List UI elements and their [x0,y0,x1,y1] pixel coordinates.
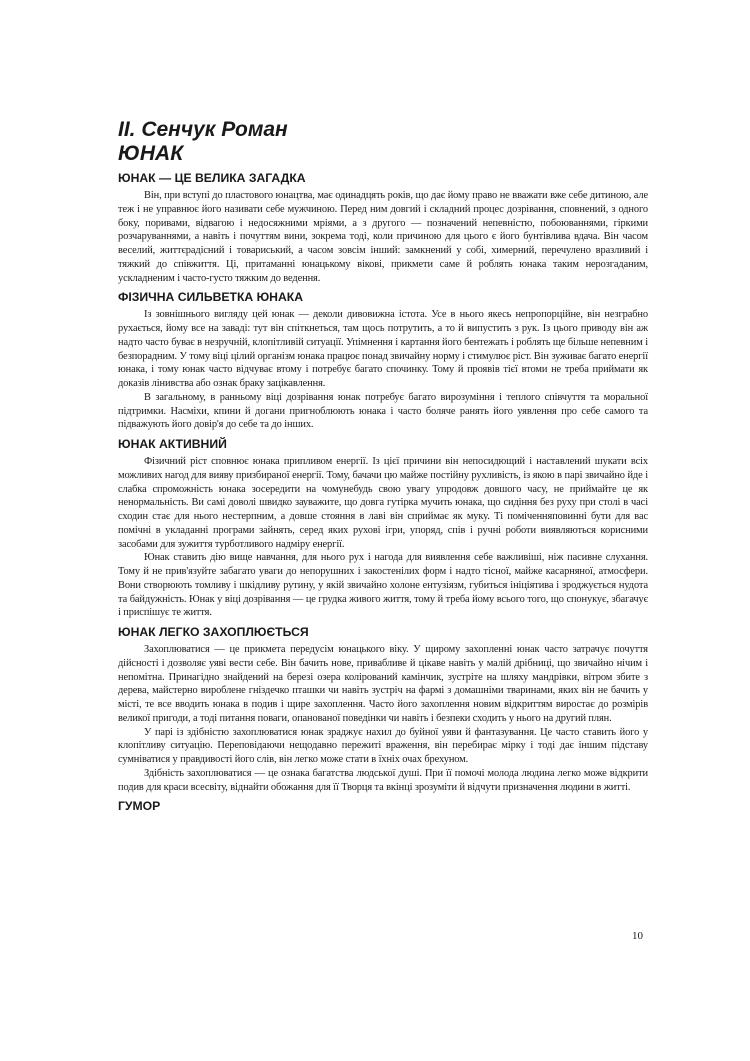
paragraph: Захоплюватися — це прикмета передусім юнацького віку. У щирому захопленні юнак часто затрачує почуття дійсності і дозволяє уяві вести себе. Він бачить нове, привабливе й цікаве навіть у малій дрібниці, що звичайно нічим і непомітна. Принагідно знайдений на березі озера колірований камінчик, зустріте на шляху мандрівки, вітром збите з дерева, майстерно вироблене гніздечко пташки чи навіть зустріч на фармі з домашніми тваринами, яких він не бачить у місті, те все вводить юнака в подив і щире захоплення. Часто його захоплення новим відкриттям виростає до розмірів великої пригоди, а тоді питання поваги, опанованої поведінки чи навіть і безпеки сходить у нього на другий плян. [118,644,648,724]
paragraph: У парі із здібністю захоплюватися юнак зраджує нахил до буйної уяви й фантазування. Це часто ставить його у клопітливу ситуацію. Переповідаючи нещодавно пережиті враження, він перебирає мірку і тоді дає іншим підставу сумніватися у правдивості його слів, він легко може стати в їхніх очах брехуном. [118,726,648,765]
section-heading: ФІЗИЧНА СИЛЬВЕТКА ЮНАКА [118,290,304,305]
document-page [118,118,648,817]
section-heading: ГУМОР [118,799,161,814]
section-heading: ЮНАК ЛЕГКО ЗАХОПЛЮЄТЬСЯ [118,625,309,639]
paragraph: Із зовнішнього вигляду цей юнак — деколи дивовижна істота. Усе в нього якесь непропорційне, він незграбно рухається, йому все на заваді: тут він спіткнеться, там щось потрутить, а то й випустить з рук. Із цього приводу він аж надто часто буває в незручній, клопітливій ситуації. Упімнення і картання його бентежать і роблять ще більше непевним і безпорадним. У тому віці цілий організм юнака працює понад звичайну норму і стимулює ріст. Він зуживає багато енергії юнака, і тому юнак часто відчуває втому і потребує багато спочинку. Тому й проявів тієї втоми не треба приймати як доказів лінивства або ознак браку зацікавлення. [118,309,648,389]
paragraph: Він, при вступі до пластового юнацтва, має одинадцять років, що дає йому право не вважати вже себе дитиною, але теж і не управнює його називати себе мужчиною. Перед ним довгий і складний процес дозрівання, сповнений, з одного боку, поривами, відвагою і недосяжними мріями, а з другого — позначений непевністю, побоюваннями, гіркими розчаруваннями, а навіть і почуттям вини, зокрема тоді, коли причиною для цього є його бунтівлива вдача. Він часом веселий, життєрадісний і товариський, а часом зовсім інший: замкнений у собі, химерний, перечулено вразливий і тяжкий до співжиття. Ці, притаманні юнацькому віковi, прикмети саме й роблять юнака таким нерозгаданим, ускладненим і часто-густо тяжким до ведення. [118,190,648,284]
paragraph: Юнак ставить дію вище навчання, для нього рух і нагода для виявлення себе важливіші, ніж пасивне слухання. Тому й не прив'язуйте забагато уваги до непорушних і закостенілих форм і надто тісної, майже касарняної, атмосфери. Вони створюють томливу і шкідливу рутину, у якій звичайно холоне ентузіязм, губиться ініціятива і зроджується нудота та байдужність. Юнак у віці дозрівання — це грудка живого життя, тому й треба йому всього того, що спонукує, збагачує і приспішує те життя. [118,552,648,619]
section-heading: ЮНАК — ЦЕ ВЕЛИКА ЗАГАДКА [118,171,306,185]
paragraph: В загальному, в ранньому віці дозрівання юнак потребує багато вирозуміння і теплого співчуття та моральної підтримки. Насміхи, кпини й догани пригноблюють юнака і часто боляче ранять його уявлення про себе самого та підважують його довір'я до себе та до інших. [118,391,648,431]
chapter-title-topic: ЮНАК [118,142,184,165]
chapter-title-author: II. Сенчук Роман [118,118,288,141]
paragraph: Здібність захоплюватися — це ознака багатства людської душі. При її помочі молода людина легко може відкрити подив для краси всесвіту, віднайти обожання для її Творця та вкінці зрозуміти й відчути призначення людини в житті. [118,767,648,793]
paragraph: Фізичний ріст сповнює юнака припливом енергії. Із цієї причини він непосидющий і наставлений шукати всіх можливих нагод для вияву призбираної енергії. Тому, бачачи цю майже постійну рухливість, із якою в парі звичайно йде і слабка спроможність юнака зосередити на чомунебудь свою увагу упродовж довшого часу, не приймайте це як ненормальність. Ви самі доволі швидко зауважите, що довга гутірка мучить юнака, що сидіння без руху при столі в часі сходин стає для нього нестерпним, а довше стояння в лаві він сприймає як муку. Ті поміченняповинні бути для вас помічні в укладанні програми зайнять, серед яких рухові ігри, упоряд, спів і ручні роботи виявляються корисними засобами для зужиття турботливого надміру енергії. [118,456,648,550]
chapter-title [118,118,648,166]
page-number: 10 [632,930,643,942]
section-heading: ЮНАК АКТИВНИЙ [118,437,227,451]
